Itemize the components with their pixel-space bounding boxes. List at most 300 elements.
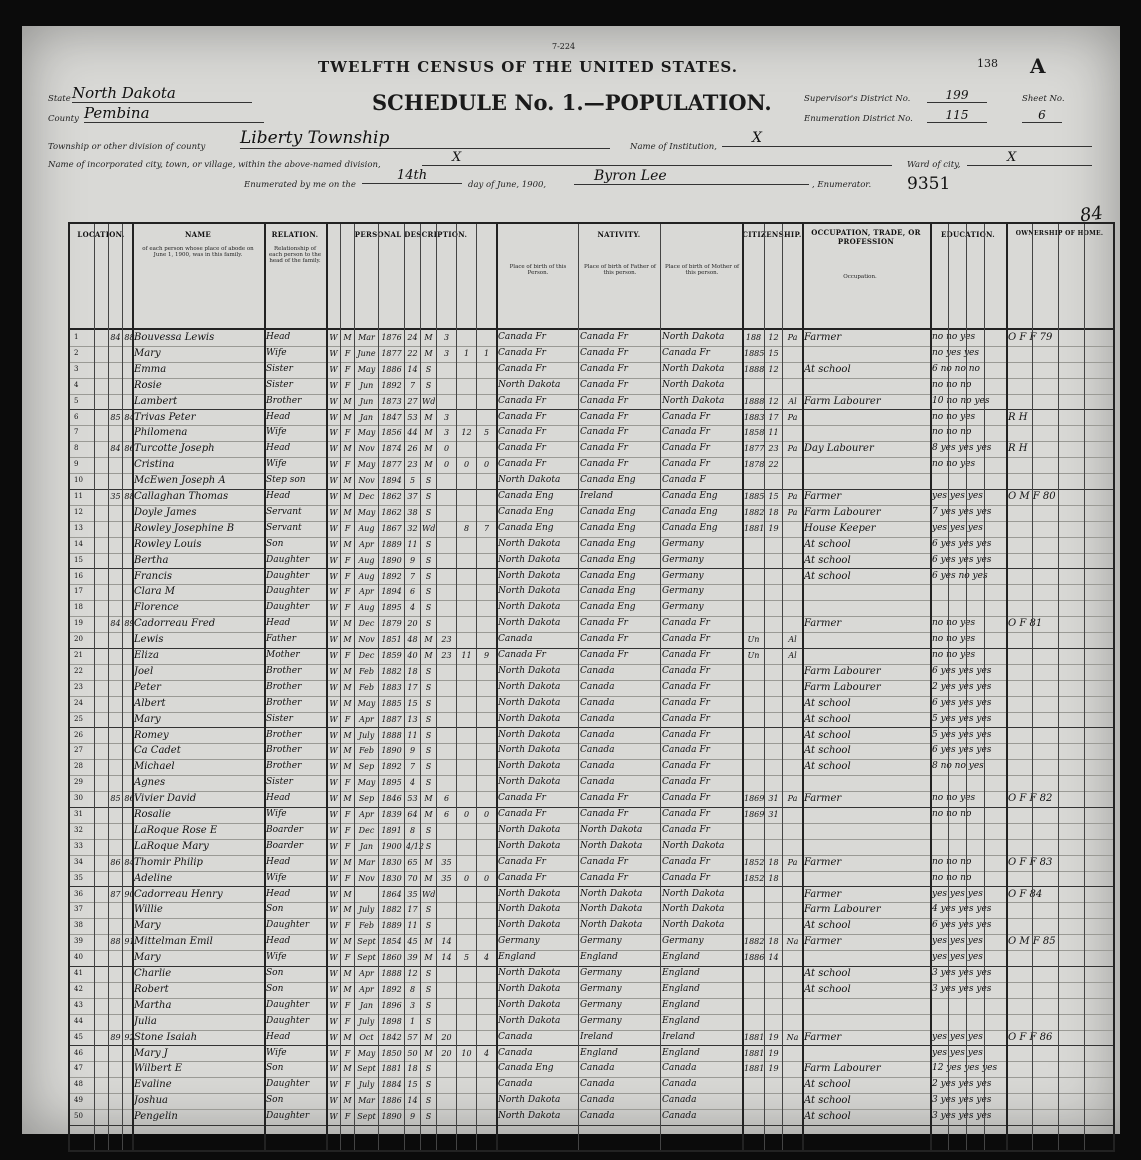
line-number: 31 [74,810,83,818]
column-divider [420,224,421,1150]
enumerator-label: , Enumerator. [812,180,872,190]
cell-nat [784,1109,801,1125]
cell-bp: North Dakota [498,697,561,708]
cell-sex: M [343,794,352,804]
cell-name: Lambert [134,395,178,407]
cell-rel: Son [266,1063,284,1074]
cell-own [1008,823,1112,839]
cell-race: W [329,587,338,597]
cell-mon: Feb [359,746,374,756]
cell-bm: North Dakota [662,920,725,931]
line-number: 45 [74,1032,83,1041]
table-row [70,712,1113,729]
cell-race: W [329,762,338,772]
cell-race: W [329,428,338,438]
cell-ed [932,1014,1005,1030]
cell-bp: Canada Fr [498,411,546,422]
cell-imm: 1877 [744,444,765,454]
cell-nat [784,982,801,998]
cell-age: 27 [407,396,418,406]
cell-yus [766,378,781,394]
cell-nat [784,473,801,489]
column-divider [132,224,134,1150]
cell-dw [110,425,121,441]
cell-cl [478,759,495,775]
cell-rel: Head [266,411,291,422]
cell-yr: 1888 [381,969,402,978]
sheet-value: 6 [1022,108,1062,123]
cell-bm: England [662,1015,700,1026]
cell-name: Philomena [134,427,188,439]
cell-imm [744,537,763,553]
cell-dw: 86 [110,857,121,867]
cell-yus: 17 [768,412,779,422]
cell-own [1008,839,1112,855]
cell-age: 7 [409,380,416,390]
cell-bf: Canada [580,713,615,724]
cell-mon: Sept [357,1064,376,1074]
cell-occ: At school [804,968,851,979]
cell-sex: F [344,1000,351,1010]
cell-bm: Canada Fr [662,443,710,454]
cell-cl [478,537,495,553]
cell-ed: 6 yes yes yes [932,745,992,756]
cell-dw [110,394,121,410]
cell-yr: 1887 [381,714,402,724]
cell-own [1008,425,1112,441]
cell-dw [110,712,121,728]
cell-dw [110,1061,121,1077]
enum-district-value: 115 [927,108,987,123]
cell-own [1008,902,1112,918]
cell-mar: M [424,428,433,438]
line-number: 15 [74,555,83,564]
cell-nat [784,839,801,855]
cell-yus [766,664,781,680]
cell-sex: F [344,1080,351,1090]
cell-name: Cadorreau Fred [134,618,216,630]
cell-bp: North Dakota [498,379,561,390]
cell-imm: 1881 [744,523,765,533]
cell-mar: S [425,476,432,486]
cell-bf: Canada Fr [580,872,628,883]
cell-name: Thomir Philip [134,856,203,868]
cell-cb [458,330,475,346]
cell-dw [110,505,121,521]
group-nativity: NATIVITY. [597,230,641,239]
cell-race: W [329,635,338,645]
cell-bf: Canada Fr [580,856,628,867]
cell-mar: S [425,603,432,613]
cell-ym [438,823,455,839]
group-name: NAME [184,230,212,239]
cell-cb [458,887,475,903]
cell-race: W [329,444,338,454]
table-row [70,457,1113,474]
cell-cb [458,632,475,648]
cell-race: W [329,825,338,835]
cell-occ [804,457,929,473]
cell-bp: Canada Fr [498,443,546,454]
cell-sex: M [343,730,352,740]
cell-own [1008,775,1112,791]
cell-mon: July [358,1080,375,1090]
cell-mon: Sep [358,794,375,804]
table-row [70,759,1113,776]
cell-ym: 23 [441,651,452,660]
cell-name: Emma [134,363,167,375]
cell-sex: M [343,1032,352,1042]
cell-name: Bertha [134,554,169,566]
cell-race: W [329,682,338,692]
cell-mar: S [425,969,432,978]
cell-sex: M [343,905,352,915]
cell-cl [478,934,495,950]
cell-bm: England [662,983,700,994]
cell-mon: Nov [358,476,375,486]
cell-imm: 1881 [744,1064,765,1074]
cell-ed: 8 no no yes [932,761,984,772]
cell-dw: 84 [110,444,121,454]
cell-rel: Brother [266,697,302,708]
cell-ym [438,696,455,712]
cell-rel: Daughter [266,999,310,1010]
cell-own [1008,457,1112,473]
cell-sex: F [344,873,351,883]
cell-own [1008,473,1112,489]
cell-yus: 31 [768,810,779,819]
cell-age: 6 [409,587,416,597]
cell-own [1008,807,1112,823]
cell-occ: House Keeper [804,522,876,534]
group-personal: PERSONAL DESCRIPTION. [354,230,468,239]
cell-own [1008,728,1112,744]
cell-mon: Jun [359,396,374,406]
census-sheet [22,26,1120,1134]
cell-own [1008,600,1112,616]
cell-ym [438,569,455,585]
cell-occ: At school [804,983,851,995]
cell-cb: 0 [463,460,470,470]
cell-bp: Canada Fr [498,363,546,374]
cell-cl [478,569,495,585]
cell-occ: Day Labourer [804,443,874,455]
cell-cl [478,1077,495,1093]
cell-yr: 1884 [381,1080,402,1090]
cell-nat [784,1093,801,1109]
table-row [70,871,1113,888]
cell-bp: North Dakota [498,888,561,899]
cell-imm [744,839,763,855]
cell-age: 15 [407,1080,418,1090]
cell-bf: Canada Fr [580,427,628,438]
column-divider [456,224,457,1150]
cell-sex: F [344,1016,351,1026]
cell-mon: Mar [358,857,375,867]
colhead-occupation: Occupation. [843,274,877,280]
cell-mon: May [357,778,376,788]
cell-race: W [329,1112,338,1122]
cell-yr: 1895 [381,778,402,788]
cell-ym [438,839,455,855]
cell-rel: Wife [266,809,287,819]
cell-dw [110,473,121,489]
cell-fam: 92 [124,1032,135,1042]
cell-occ: Farmer [804,491,842,502]
cell-ym [438,489,455,505]
cell-rel: Servant [266,506,302,517]
cell-imm: 1881 [744,1032,765,1042]
column-divider [378,224,379,1150]
column-divider [94,224,95,1150]
cell-mar: M [424,333,433,342]
cell-ym: 6 [443,794,450,804]
township-label: Township or other division of county [48,142,206,152]
cell-bm: North Dakota [662,363,725,374]
cell-nat: Al [788,651,797,660]
cell-fam: 88 [124,492,135,501]
cell-ed [932,839,1005,855]
cell-ed: no no yes [932,332,976,342]
cell-mar: M [424,348,433,358]
cell-age: 7 [409,571,416,581]
cell-age: 11 [407,730,418,740]
cell-own: O F F 83 [1008,856,1053,868]
cell-sex: F [344,778,351,788]
table-row [70,362,1113,379]
cell-imm: 1869 [744,810,765,819]
cell-bp: North Dakota [498,777,561,788]
cell-bm: Canada Fr [662,411,710,422]
township-value: Liberty Township [240,128,610,149]
cell-dw [110,1093,121,1109]
cell-bp: Canada Eng [498,491,554,501]
cell-cl [478,489,495,505]
cell-ym: 20 [441,1032,452,1042]
cell-bf: Canada Fr [580,793,628,804]
cell-age: 13 [407,714,418,724]
cell-nat: Pa [787,857,798,867]
cell-bf: Canada [580,1095,615,1106]
cell-name: Rowley Josephine B [134,522,235,534]
cell-ym [438,537,455,553]
cell-name: Mary [134,347,161,359]
cell-cb [458,600,475,616]
cell-race: W [329,857,338,867]
cell-yus [766,918,781,934]
cell-cl [478,1014,495,1030]
line-number: 41 [74,969,83,977]
cell-mar: M [424,953,433,963]
cell-ym: 3 [443,333,450,342]
cell-dw [110,728,121,744]
cell-cb [458,823,475,839]
cell-cb [458,1093,475,1109]
cell-sex: M [343,857,352,867]
cell-mar: M [424,635,433,645]
cell-name: Cristina [134,459,175,471]
cell-name: Martha [134,999,172,1011]
cell-rel: Daughter [266,920,310,931]
cell-nat [784,616,801,632]
cell-imm [744,584,763,600]
cell-yus: 18 [768,873,779,883]
cell-nat [784,346,801,362]
cell-cl: 1 [483,348,490,358]
county-value: Pembina [84,104,264,123]
cell-name: Rowley Louis [134,538,202,550]
supervisor-value: 199 [927,88,987,103]
cell-mar: S [425,1112,432,1122]
column-divider [108,224,109,1150]
cell-nat [784,600,801,616]
cell-occ: Farm Labourer [804,1063,881,1075]
cell-nat [784,680,801,696]
column-divider [1084,224,1085,1150]
cell-ed: no no yes [932,650,976,660]
cell-own [1008,696,1112,712]
cell-name: Michael [134,761,175,773]
cell-age: 35 [407,889,418,899]
cell-own [1008,1093,1112,1109]
cell-occ [804,871,929,887]
cell-mon: Jan [359,412,374,422]
cell-occ [804,600,929,616]
cell-cb [458,584,475,600]
cell-bp: Canada [498,634,533,645]
cell-ym [438,775,455,791]
cell-ed: no no no [932,379,972,390]
sheet-letter: A [1030,54,1046,78]
cell-cl [478,362,495,378]
cell-fam: 88 [124,333,135,342]
cell-occ: Farmer [804,888,842,900]
table-row [70,1109,1113,1126]
cell-mar: M [424,857,433,867]
cell-nat [784,871,801,887]
cell-mon: Dec [358,619,375,629]
cell-race: W [329,666,338,676]
cell-dw [110,346,121,362]
cell-sex: F [344,571,351,581]
cell-bf: Canada Eng [580,538,636,549]
cell-ed: 10 no no yes [932,395,990,406]
cell-bf: Canada [580,745,615,756]
cell-name: Vivier David [134,793,197,805]
cell-name: Rosalie [134,809,171,820]
cell-cb [458,696,475,712]
cell-bf: Germany [580,936,622,947]
cell-mon: May [357,507,376,517]
cell-yus [766,775,781,791]
cell-mon: Apr [359,714,374,724]
cell-age: 48 [407,635,418,645]
cell-imm: 1885 [744,492,765,501]
cell-mar: S [425,1096,432,1106]
cell-age: 11 [407,539,418,549]
column-divider [436,224,437,1150]
table-row [70,569,1113,586]
line-number: 46 [74,1048,83,1057]
cell-name: Julia [134,1015,157,1027]
cell-ym: 0 [443,444,450,454]
cell-mon: Nov [358,444,375,454]
table-header [70,224,1113,330]
cell-yr: 1894 [381,587,402,597]
line-number: 43 [74,1000,83,1009]
cell-bm: Canada F [662,475,706,486]
cell-occ: Farm Labourer [804,665,881,677]
line-number: 13 [74,523,83,532]
cell-imm [744,902,763,918]
cell-dw [110,998,121,1014]
cell-nat [784,537,801,553]
table-row [70,982,1113,999]
cell-imm [744,775,763,791]
cell-yus [766,712,781,728]
cell-cl [478,394,495,410]
cell-yr: 1842 [381,1032,402,1042]
cell-mon: July [358,1016,375,1026]
line-number: 12 [74,507,83,516]
cell-yus [766,998,781,1014]
cell-mar: M [424,794,433,804]
cell-ym: 3 [443,348,450,358]
cell-age: 4/12 [406,841,424,851]
cell-ym: 35 [441,873,452,883]
cell-ed: no no no [932,856,972,867]
column-divider [742,224,744,1150]
cell-ym [438,1014,455,1030]
cell-race: W [329,333,338,342]
cell-race: W [329,714,338,724]
cell-bm: Canada Fr [662,729,710,740]
cell-nat [784,759,801,775]
cell-occ: At school [804,1111,851,1123]
cell-bm: Canada Fr [662,745,710,756]
cell-dw [110,457,121,473]
cell-nat [784,1046,801,1062]
cell-imm: Un [747,635,760,645]
cell-nat: Al [788,396,797,406]
cell-yus: 19 [768,1064,779,1074]
cell-yr: 1881 [381,1064,402,1074]
cell-rel: Brother [266,681,302,692]
stamp-number: 9351 [907,174,951,194]
cell-mar: S [425,921,432,931]
cell-bf: Canada Fr [580,650,628,660]
cell-cl [478,553,495,569]
cell-nat [784,902,801,918]
cell-nat [784,569,801,585]
cell-bm: North Dakota [662,395,725,406]
cell-cb [458,473,475,489]
cell-cb [458,902,475,918]
supervisor-label: Supervisor's District No. [804,94,911,104]
line-number: 44 [74,1016,83,1025]
cell-own [1008,1061,1112,1077]
cell-yus [766,473,781,489]
cell-bp: Germany [498,936,540,947]
cell-imm: 1882 [744,507,765,517]
city-label: Name of incorporated city, town, or village, within the above-named division, [48,160,381,170]
line-number: 24 [74,698,83,707]
cell-bp: North Dakota [498,745,561,756]
cell-bf: North Dakota [580,824,643,835]
cell-yr: 1886 [381,1096,402,1106]
cell-race: W [329,1048,338,1058]
cell-name: Doyle James [134,506,197,518]
